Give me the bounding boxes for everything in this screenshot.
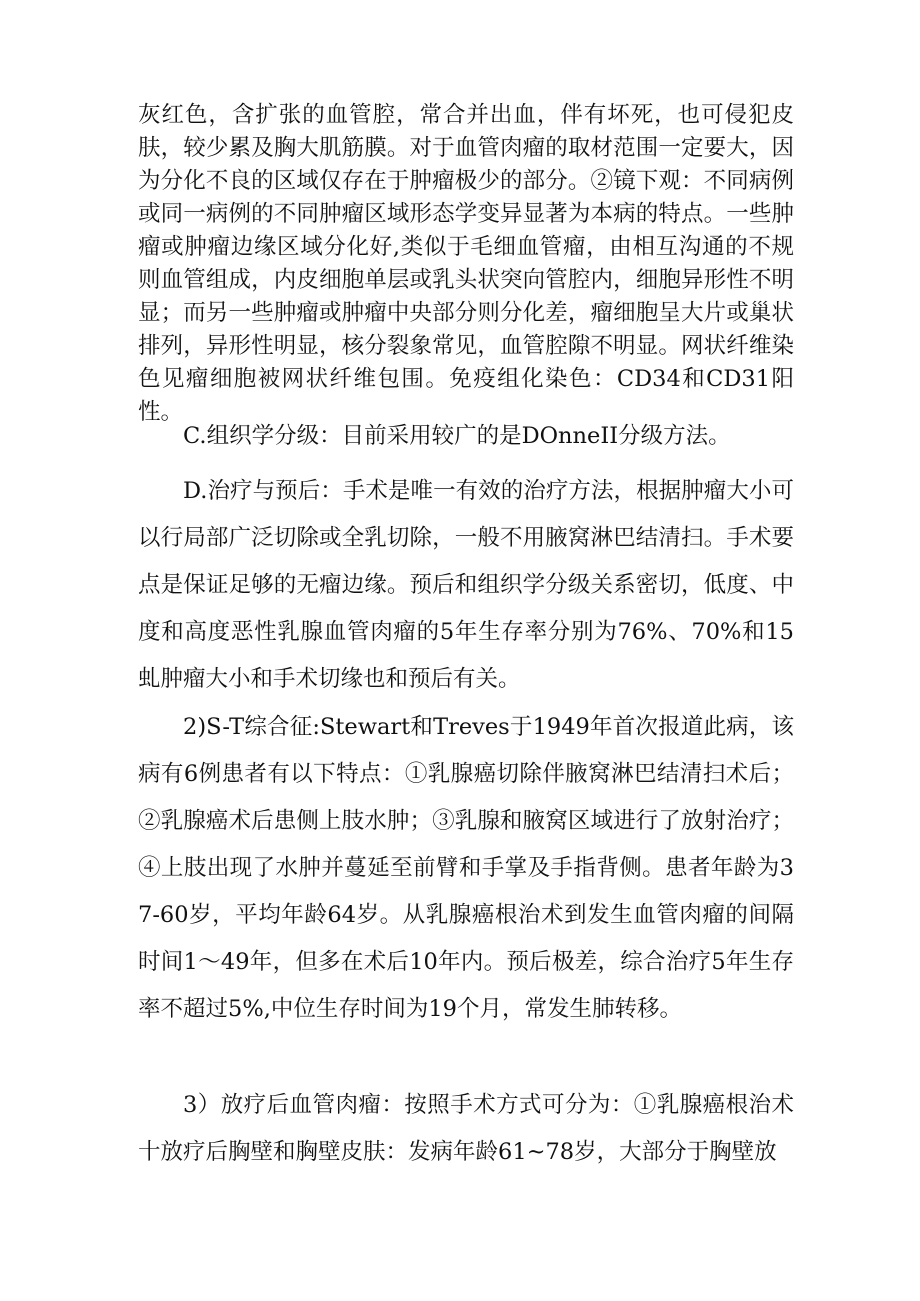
- paragraph-stewart-treves-syndrome: 2)S-T综合征:Stewart和Treves于1949年首次报道此病，该病有6例患者有以下特点：①乳腺癌切除伴腋窝淋巴结清扫术后；②乳腺癌术后患侧上肢水肿；③乳腺和腋窝区域进行了放射治疗；④上肢出现了水肿并蔓延至前臂和手掌及手指背侧。患者年龄为37-60岁，平均年龄64岁。从乳腺癌根治术到发生血管肉瘤的间隔时间1～49年，但多在术后10年内。预后极差，综合治疗5年生存率不超过5%,中位生存时间为19个月，常发生肺转移。: [138, 714, 794, 1022]
- paragraph-treatment-prognosis: D.治疗与预后：手术是唯一有效的治疗方法，根据肿瘤大小可以行局部广泛切除或全乳切除，一般不用腋窝淋巴结清扫。手术要点是保证足够的无瘤边缘。预后和组织学分级关系密切，低度、中度和高度恶性乳腺血管肉瘤的5年生存率分别为76%、70%和15虬肿瘤大小和手术切缘也和预后有关。: [138, 478, 794, 692]
- paragraph-post-radiation-angiosarcoma: 3）放疗后血管肉瘤：按照手术方式可分为：①乳腺癌根治术十放疗后胸壁和胸壁皮肤：发病年龄61~78岁，大部分于胸壁放: [138, 1092, 794, 1165]
- paragraph-pathology-description: 灰红色，含扩张的血管腔，常合并出血，伴有坏死，也可侵犯皮肤，较少累及胸大肌筋膜。对于血管肉瘤的取材范围一定要大，因为分化不良的区域仅存在于肿瘤极少的部分。②镜下观：不同病例或同一病例的不同肿瘤区域形态学变异显著为本病的特点。一些肿瘤或肿瘤边缘区域分化好,类似于毛细血管瘤，由相互沟通的不规则血管组成，内皮细胞单层或乳头状突向管腔内，细胞异形性不明显；而另一些肿瘤或肿瘤中央部分则分化差，瘤细胞呈大片或巢状排列，异形性明显，核分裂象常见，血管腔隙不明显。网状纤维染色见瘤细胞被网状纤维包围。免疫组化染色：CD34和CD31阳性。: [138, 102, 794, 425]
- paragraph-histological-grading: C.组织学分级：目前采用较广的是DOnneII分级方法。: [183, 423, 731, 449]
